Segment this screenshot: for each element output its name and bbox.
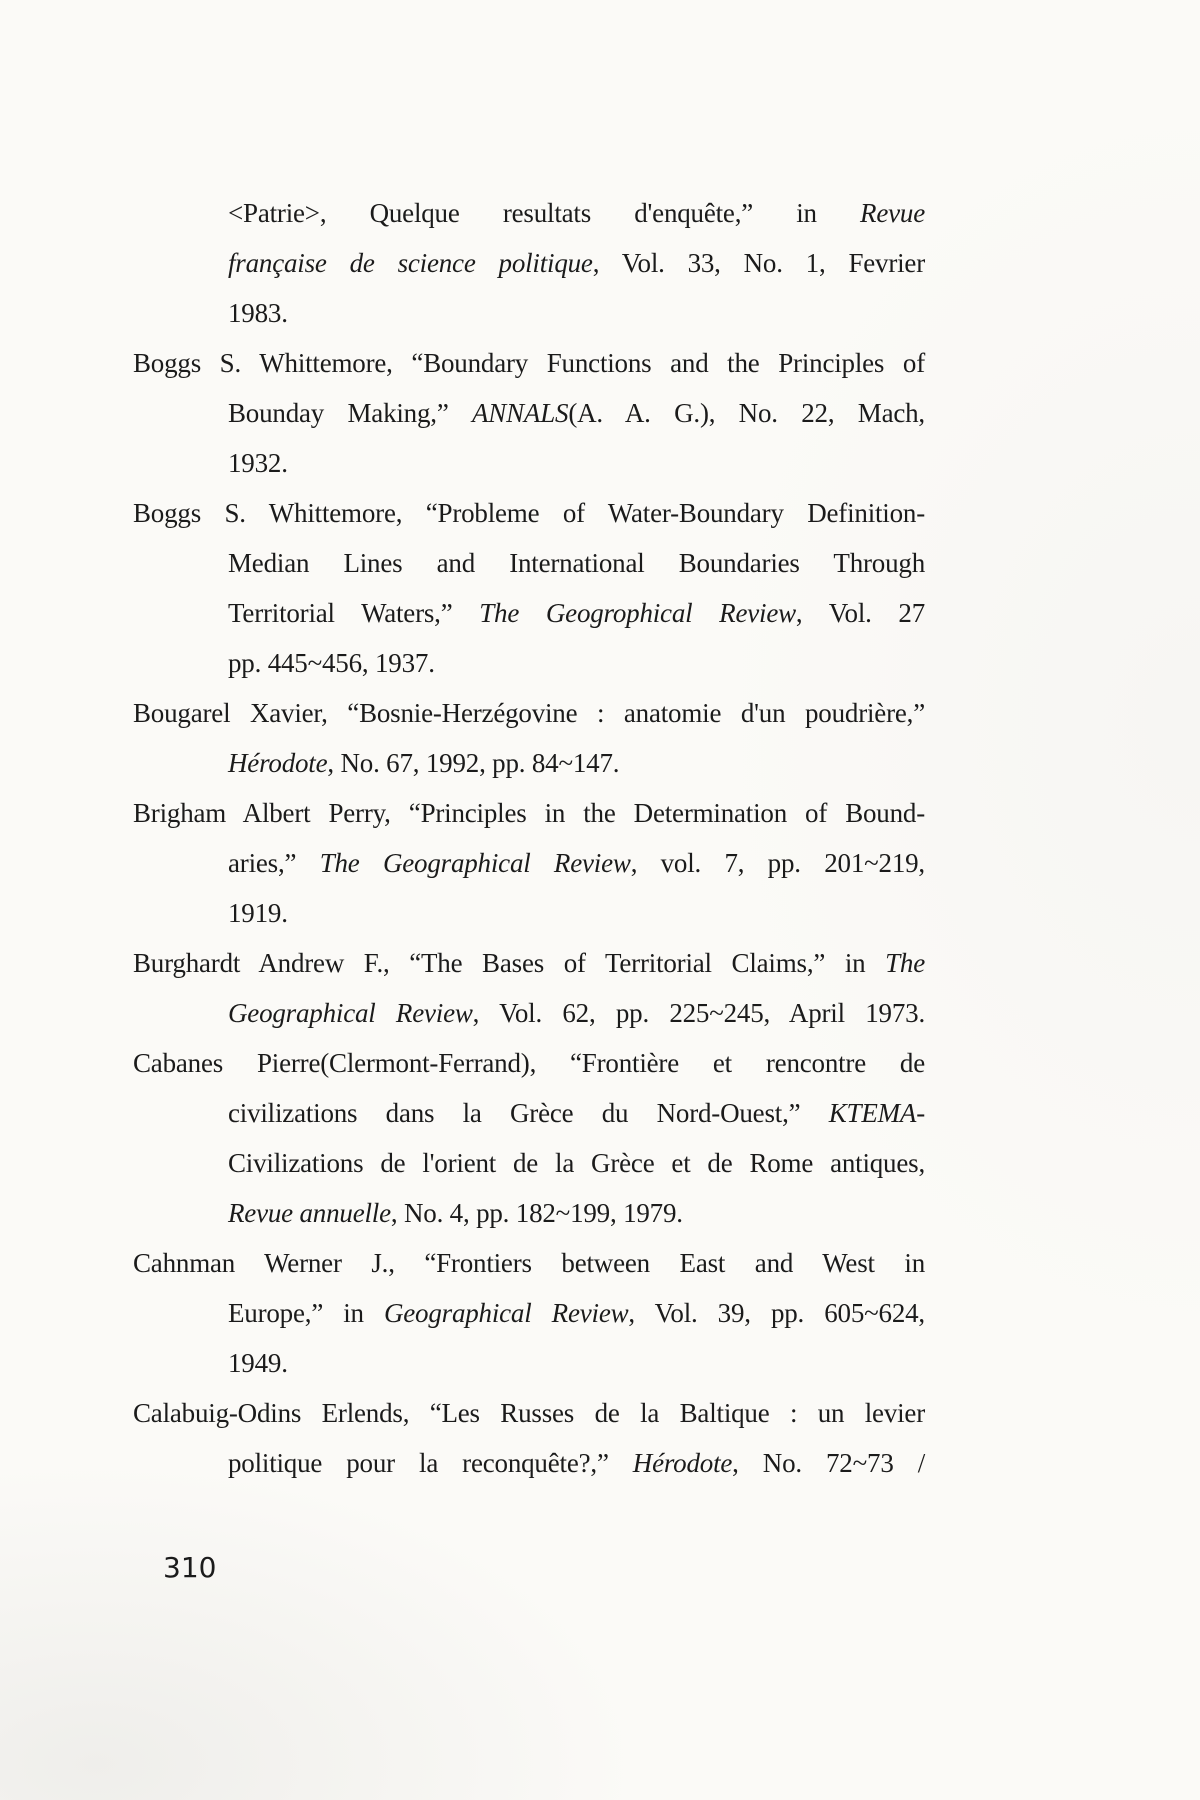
citation-text: Burghardt Andrew F., “The Bases of Territorial Claims,” in [133, 948, 886, 978]
citation-text: Cahnman Werner J., “Frontiers between East and West in [133, 1248, 925, 1278]
bibliography-line [133, 288, 925, 338]
bibliography-entry [133, 338, 925, 488]
bibliography-line [133, 938, 925, 988]
citation-text: , No. 67, 1992, pp. 84~147. [327, 748, 620, 778]
citation-text: Boggs S. Whittemore, “Probleme of Water-Boundary Definition- [133, 498, 925, 528]
bibliography-entry [133, 938, 925, 1038]
bibliography-line [133, 688, 925, 738]
citation-text: civilizations dans la Grèce du Nord-Ouest,” [228, 1098, 829, 1128]
citation-text: Bougarel Xavier, “Bosnie-Herzégovine : anatomie d'un poudrière,” [133, 698, 925, 728]
bibliography-line [133, 638, 925, 688]
bibliography-entry [133, 1388, 925, 1488]
citation-title-italic: Hérodote [632, 1448, 733, 1478]
citation-text: aries,” [228, 848, 320, 878]
citation-text: Civilizations de l'orient de la Grèce et de Rome antiques, [228, 1148, 925, 1178]
bibliography-entry [133, 488, 925, 688]
citation-text: pp. 445~456, 1937. [228, 648, 435, 678]
citation-title-italic: KTEMA- [828, 1098, 925, 1128]
bibliography-line [133, 1438, 925, 1488]
citation-text: , Vol. 27 [795, 598, 925, 628]
citation-text: 1932. [228, 448, 288, 478]
bibliography-line [133, 838, 925, 888]
bibliography-line [133, 1288, 925, 1338]
citation-title-italic: ANNALS [472, 398, 569, 428]
citation-text: Brigham Albert Perry, “Principles in the Determination of Bound- [133, 798, 925, 828]
citation-title-italic: Geographical Review [228, 998, 473, 1028]
citation-title-italic: The Geographical Review [319, 848, 631, 878]
bibliography-entry [133, 788, 925, 938]
bibliography-line [133, 1238, 925, 1288]
bibliography-line [133, 588, 925, 638]
bibliography-line [133, 438, 925, 488]
citation-text: Europe,” in [228, 1298, 384, 1328]
bibliography-entry [133, 688, 925, 788]
bibliography-line [133, 1188, 925, 1238]
citation-text: Median Lines and International Boundaries Through [228, 548, 925, 578]
citation-text: <Patrie>, Quelque resultats d'enquête,” in [228, 198, 861, 228]
citation-text: Calabuig-Odins Erlends, “Les Russes de la Baltique : un levier [133, 1398, 925, 1428]
bibliography-entry [133, 1038, 925, 1238]
bibliography-line [133, 1038, 925, 1088]
citation-text: 1983. [228, 298, 288, 328]
citation-text: , No. 4, pp. 182~199, 1979. [390, 1198, 683, 1228]
citation-text: , No. 72~73 / [732, 1448, 925, 1478]
citation-text: , Vol. 62, pp. 225~245, April 1973. [472, 998, 925, 1028]
bibliography-line [133, 538, 925, 588]
citation-text: Territorial Waters,” [228, 598, 480, 628]
bibliography-line [133, 988, 925, 1038]
bibliography-line [133, 788, 925, 838]
bibliography-entry [133, 1238, 925, 1388]
citation-title-italic: Geographical Review [383, 1298, 629, 1328]
citation-title-italic: The Geogrophical Review [479, 598, 796, 628]
bibliography-line [133, 888, 925, 938]
citation-title-italic: The [885, 948, 925, 978]
citation-text: , vol. 7, pp. 201~219, [630, 848, 925, 878]
bibliography-line [133, 238, 925, 288]
bibliography-list [133, 188, 925, 1488]
bibliography-line [133, 1138, 925, 1188]
citation-text: Bounday Making,” [228, 398, 472, 428]
citation-title-italic: française de science politique [228, 248, 593, 278]
bibliography-line [133, 488, 925, 538]
bibliography-line [133, 188, 925, 238]
bibliography-line [133, 388, 925, 438]
bibliography-line [133, 1338, 925, 1388]
citation-text: Boggs S. Whittemore, “Boundary Functions and the Principles of [133, 348, 925, 378]
citation-text: (A. A. G.), No. 22, Mach, [568, 398, 925, 428]
bibliography-line [133, 1088, 925, 1138]
citation-title-italic: Hérodote [228, 748, 328, 778]
citation-title-italic: Revue annuelle [228, 1198, 391, 1228]
citation-text: , Vol. 39, pp. 605~624, [628, 1298, 925, 1328]
page-number: 310 [163, 1551, 217, 1584]
bibliography-line [133, 338, 925, 388]
citation-text: Cabanes Pierre(Clermont-Ferrand), “Frontière et rencontre de [133, 1048, 925, 1078]
bibliography-entry [133, 188, 925, 338]
citation-text: 1949. [228, 1348, 288, 1378]
citation-text: , Vol. 33, No. 1, Fevrier [592, 248, 926, 278]
citation-title-italic: Revue [860, 198, 925, 228]
citation-text: politique pour la reconquête?,” [228, 1448, 633, 1478]
citation-text: 1919. [228, 898, 288, 928]
bibliography-line [133, 1388, 925, 1438]
bibliography-line [133, 738, 925, 788]
